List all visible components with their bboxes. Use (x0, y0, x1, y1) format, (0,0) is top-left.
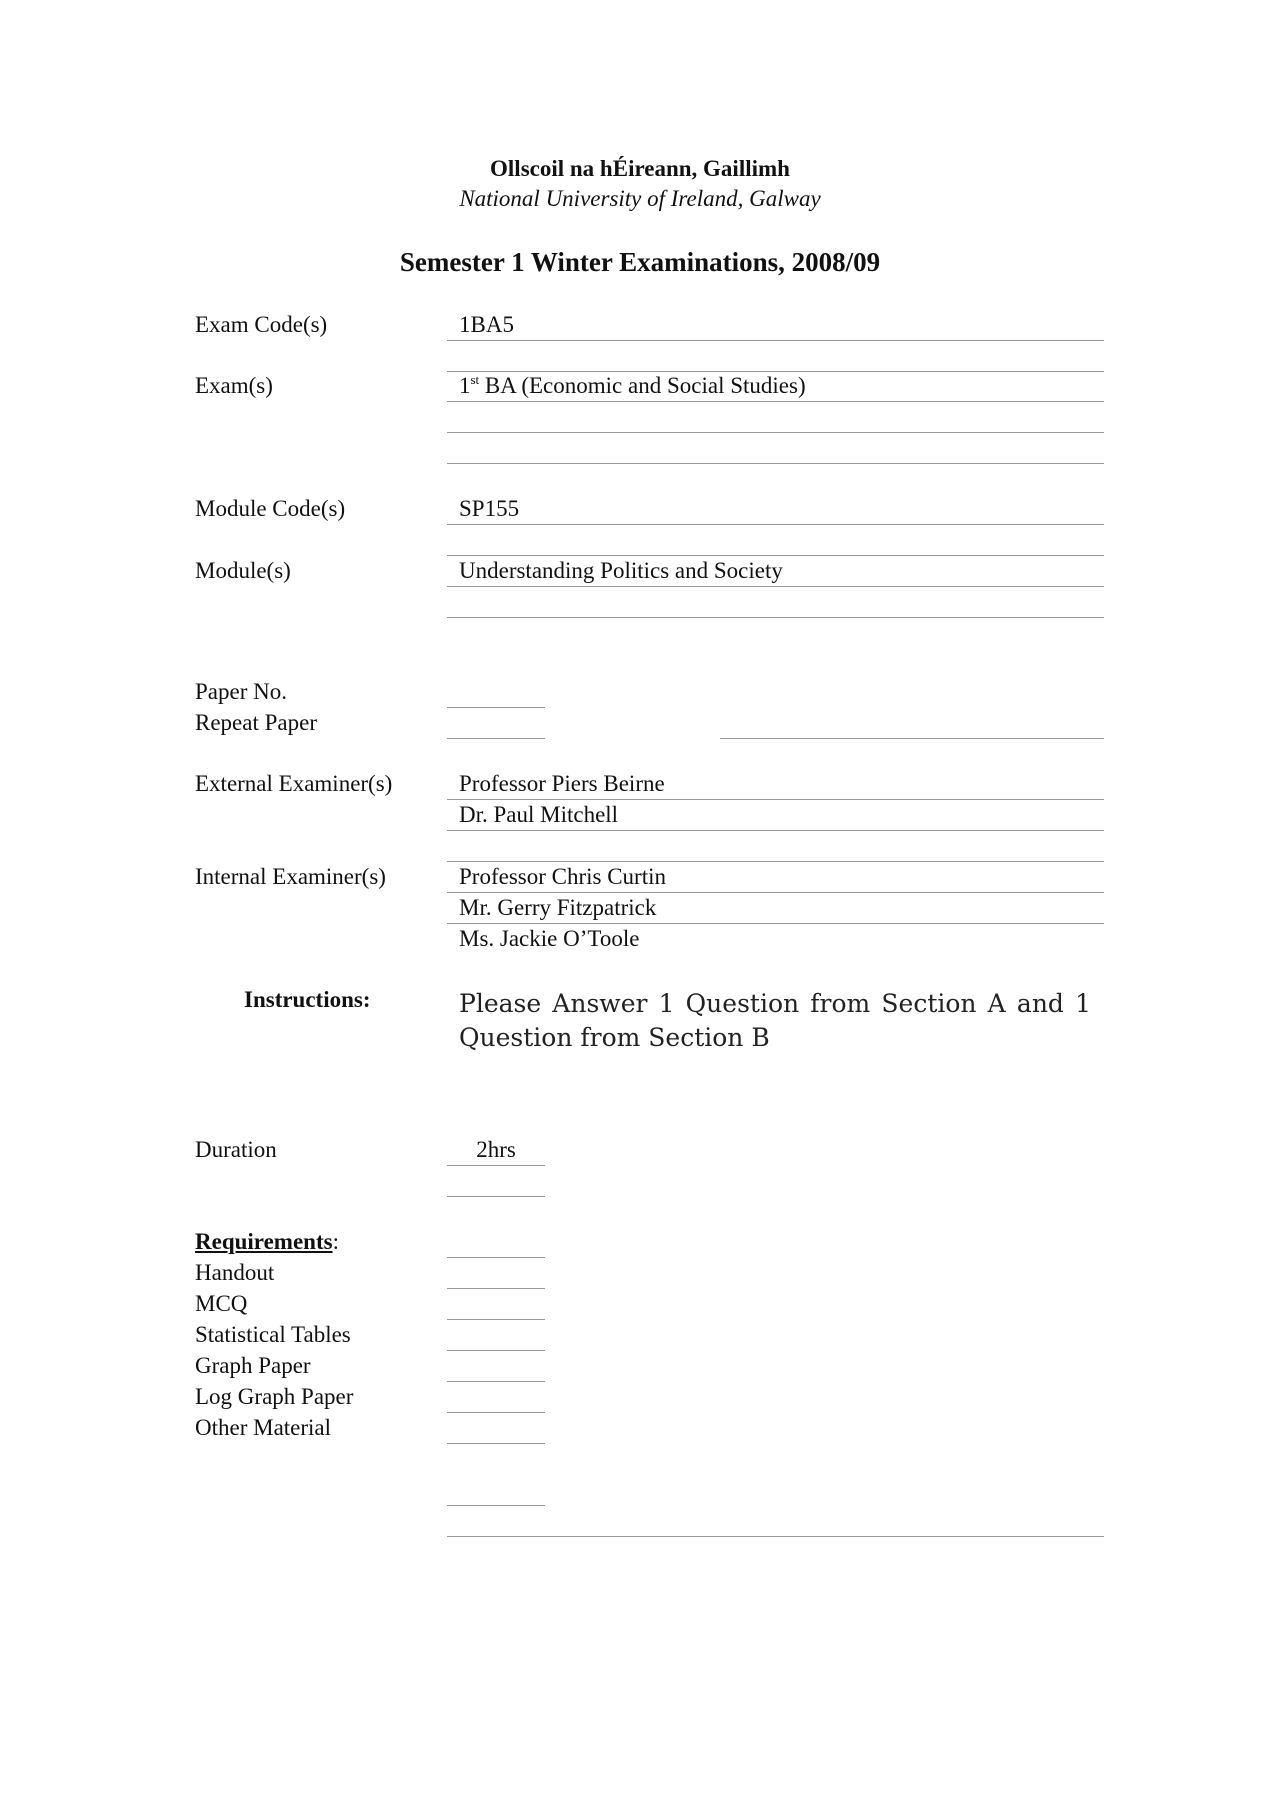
internal-examiner-rule (447, 923, 1104, 924)
external-examiner-rule (447, 799, 1104, 800)
requirements-heading-colon: : (332, 1229, 339, 1254)
requirement-item: Graph Paper (195, 1353, 311, 1378)
duration-value: 2hrs (476, 1137, 516, 1162)
repeat-paper-extra-rule (720, 738, 1104, 739)
requirement-rule (447, 1257, 545, 1258)
external-examiner-rule (447, 830, 1104, 831)
internal-examiner-rule (447, 892, 1104, 893)
exams-label: Exam(s) (195, 373, 273, 398)
university-name-irish: Ollscoil na hÉireann, Gaillimh (490, 156, 790, 181)
instructions-label: Instructions: (244, 987, 371, 1012)
university-name-english: National University of Ireland, Galway (459, 186, 821, 211)
blank-rule (447, 432, 1104, 433)
internal-examiners-label: Internal Examiner(s) (195, 864, 386, 889)
requirement-item: Other Material (195, 1415, 332, 1440)
module-code-label: Module Code(s) (195, 496, 346, 521)
internal-examiner-name: Ms. Jackie O’Toole (459, 926, 640, 951)
exams-ordinal: 1 (459, 373, 471, 398)
exam-session-title: Semester 1 Winter Examinations, 2008/09 (399, 247, 881, 277)
exams-ordinal-suffix: st (470, 372, 480, 387)
exam-code-value: 1BA5 (459, 312, 514, 337)
requirement-rule (447, 1350, 545, 1351)
requirement-rule (447, 1443, 545, 1444)
requirement-item: Log Graph Paper (195, 1384, 354, 1409)
paper-no-label: Paper No. (195, 679, 287, 704)
blank-rule (447, 1505, 545, 1506)
external-examiner-name: Dr. Paul Mitchell (459, 802, 619, 827)
requirement-item: MCQ (195, 1291, 248, 1316)
exam-code-label: Exam Code(s) (195, 312, 328, 337)
exams-rule (447, 401, 1104, 402)
exams-value (459, 372, 806, 400)
requirement-rule (447, 1381, 545, 1382)
external-examiner-name: Professor Piers Beirne (459, 771, 665, 796)
requirements-heading-text: Requirements (195, 1229, 333, 1254)
modules-label: Module(s) (195, 558, 291, 583)
duration-label: Duration (195, 1137, 277, 1162)
requirements-heading (195, 1228, 339, 1256)
blank-rule (447, 1536, 1104, 1537)
repeat-paper-label: Repeat Paper (195, 710, 317, 735)
blank-rule (447, 463, 1104, 464)
blank-rule (447, 555, 1104, 556)
requirement-item: Statistical Tables (195, 1322, 351, 1347)
paper-no-rule (447, 707, 545, 708)
requirement-rule (447, 1319, 545, 1320)
requirement-rule (447, 1288, 545, 1289)
duration-rule (447, 1165, 545, 1166)
blank-rule (447, 1196, 545, 1197)
modules-value: Understanding Politics and Society (459, 558, 783, 583)
requirement-rule (447, 1412, 545, 1413)
blank-rule (447, 617, 1104, 618)
module-code-value: SP155 (459, 496, 520, 521)
internal-examiner-name: Mr. Gerry Fitzpatrick (459, 895, 657, 920)
modules-rule (447, 586, 1104, 587)
external-examiners-label: External Examiner(s) (195, 771, 393, 796)
exam-code-rule (447, 340, 1104, 341)
requirement-item: Handout (195, 1260, 275, 1285)
repeat-paper-rule (447, 738, 545, 739)
instructions-text: Please Answer 1 Question from Section A and 1 Question from Section B (459, 989, 1091, 1052)
internal-examiner-name: Professor Chris Curtin (459, 864, 666, 889)
blank-rule (447, 861, 1104, 862)
module-code-rule (447, 524, 1104, 525)
exams-value-rest: BA (Economic and Social Studies) (479, 373, 806, 398)
